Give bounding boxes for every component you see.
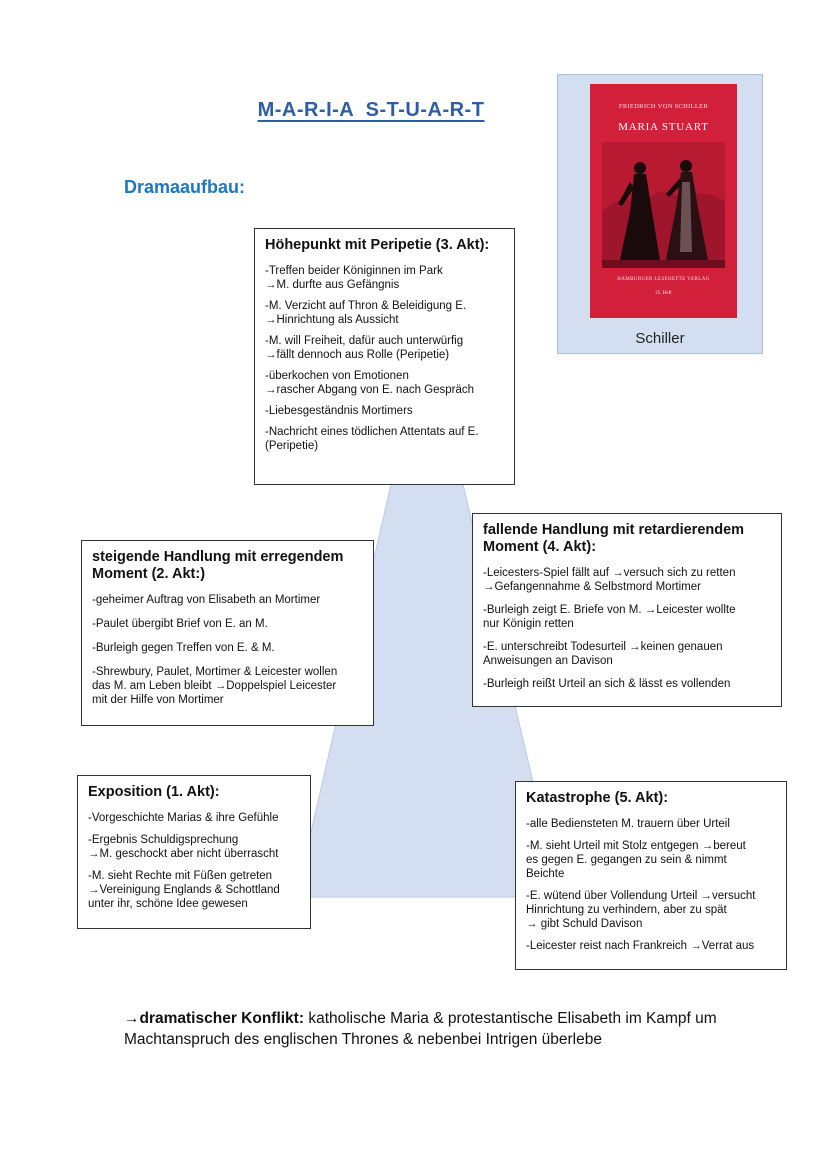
catastrophe-item: -Leicester reist nach Frankreich →Verrat aus [526, 940, 755, 952]
catastrophe-item: -alle Bediensteten M. trauern über Urteil [526, 818, 730, 830]
catastrophe-heading: Katastrophe (5. Akt): [526, 790, 669, 806]
rising-action-item: -Paulet übergibt Brief von E. an M. [92, 618, 268, 630]
exposition-box [77, 775, 311, 929]
falling-action-item: -Burleigh zeigt E. Briefe von M. →Leicester wollte nur Königin retten [483, 604, 736, 630]
section-subtitle: Dramaaufbau: [124, 177, 246, 197]
dramatic-conflict [124, 1008, 764, 1050]
cover-author: FRIEDRICH VON SCHILLER [618, 103, 709, 110]
rising-action-heading: steigende Handlung mit erregendem Moment (2. Akt:) [92, 549, 344, 582]
book-caption: Schiller [635, 330, 685, 347]
rising-action-item: -Shrewbury, Paulet, Mortimer & Leicester wollen das M. am Leben bleibt →Doppelspiel Leicester mit der Hilfe von Mortimer [92, 666, 338, 706]
rising-action-box [81, 540, 374, 726]
climax-item: -M. will Freiheit, dafür auch unterwürfig →fällt dennoch aus Rolle (Peripetie) [265, 335, 464, 361]
cover-title: MARIA STUART [618, 121, 709, 133]
rising-action-item: -geheimer Auftrag von Elisabeth an Mortimer [92, 594, 321, 606]
falling-action-item: -Leicesters-Spiel fällt auf →versuch sich zu retten →Gefangennahme & Selbstmord Mortimer [483, 567, 736, 593]
conflict-label: →dramatischer Konflikt: [124, 1010, 305, 1027]
conflict-text: katholische Maria & protestantische Elisabeth im Kampf um Machtanspruch des englischen Thrones & nebenbei Intrigen überlebe [124, 1010, 717, 1048]
falling-action-item: -Burleigh reißt Urteil an sich & lässt es vollenden [483, 678, 731, 690]
exposition-item: -Vorgeschichte Marias & ihre Gefühle [88, 812, 279, 824]
exposition-item: -M. sieht Rechte mit Füßen getreten →Vereinigung Englands & Schottland unter ihr, schöne Idee gewesen [88, 870, 280, 910]
book-cover-panel [557, 74, 763, 354]
catastrophe-item: -M. sieht Urteil mit Stolz entgegen →bereut es gegen E. gegangen zu sein & nimmt Beichte [526, 840, 746, 880]
page-title: M-A-R-I-A S-T-U-A-R-T [257, 99, 485, 121]
climax-box [254, 228, 515, 485]
cover-illustration [602, 142, 725, 268]
climax-item: -Treffen beider Königinnen im Park →M. durfte aus Gefängnis [265, 265, 443, 291]
falling-action-box [472, 513, 782, 707]
exposition-item: -Ergebnis Schuldigsprechung →M. geschockt aber nicht überrascht [88, 834, 279, 860]
cover-publisher: HAMBURGER LESEHEFTE VERLAG [617, 277, 710, 282]
falling-action-heading: fallende Handlung mit retardierendem Moment (4. Akt): [483, 522, 745, 555]
exposition-heading: Exposition (1. Akt): [88, 784, 220, 800]
falling-action-item: -E. unterschreibt Todesurteil →keinen genauen Anweisungen an Davison [483, 641, 723, 667]
climax-item: -Liebesgeständnis Mortimers [265, 405, 413, 417]
catastrophe-box [515, 781, 787, 970]
rising-action-item: -Burleigh gegen Treffen von E. & M. [92, 642, 275, 654]
climax-heading: Höhepunkt mit Peripetie (3. Akt): [265, 237, 490, 253]
cover-number: 25. Heft [655, 291, 672, 296]
climax-item: -M. Verzicht auf Thron & Beleidigung E. →Hinrichtung als Aussicht [265, 300, 467, 326]
book-cover [590, 84, 737, 318]
climax-item: -Nachricht eines tödlichen Attentats auf E. (Peripetie) [265, 426, 479, 452]
catastrophe-item: -E. wütend über Vollendung Urteil →versucht Hinrichtung zu verhindern, aber zu spät → gibt Schuld Davison [526, 890, 756, 930]
climax-item: -überkochen von Emotionen →rascher Abgang von E. nach Gespräch [265, 370, 475, 396]
